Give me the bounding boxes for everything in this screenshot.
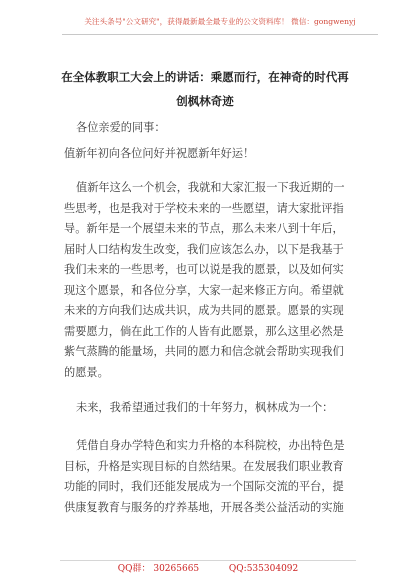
greeting-paragraph — [64, 118, 356, 139]
paragraph-line: 未来，我希望通过我们的十年努力，枫林成为一个： — [76, 401, 334, 414]
document-title-line-2: 创枫林奇迹 — [176, 94, 234, 108]
footer-qq-group: QQ群： 30265665 — [117, 564, 200, 574]
paragraph-line: 需要愿力，倘在此工作的人皆有此愿景，那么这里必然是 — [64, 324, 344, 338]
footer-bar — [60, 560, 356, 575]
paragraph-line: 我们未来的一些思考，也可以说是我的愿景，以及如何实 — [64, 263, 344, 276]
wishes-paragraph — [64, 144, 356, 165]
paragraph-line: 凭借自身办学特色和实力升格的本科院校，办出特色是 — [76, 439, 345, 452]
paragraph-line: 些思考，也是我对于学校未来的一些愿望，请大家批评指 — [64, 201, 344, 215]
body-paragraph-1 — [64, 178, 356, 383]
paragraph-line: 届时人口结构发生改变，我们应该怎么办，以下是我基于 — [64, 242, 344, 256]
paragraph-line: 功能的同时，我们还能发展成为一个国际交流的平台，提 — [64, 480, 344, 493]
paragraph-line: 紫气蒸腾的能量场，共同的愿力和信念就会帮助实现我们 — [64, 345, 344, 358]
header-banner: 关注头条号"公文研究"，获得最新最全最专业的公文资料库！ 微信：gongwenyj — [62, 10, 378, 35]
body-paragraph-3 — [64, 436, 356, 518]
paragraph-line: 目标，升格是实现目标的自然结果。在发展我们职业教育 — [64, 459, 344, 473]
footer-qq: QQ:535304092 — [228, 564, 299, 574]
paragraph-line: 值新年这么一个机会，我就和大家汇报一下我近期的一 — [76, 181, 345, 194]
document-title-line-1: 在全体教职工大会上的讲话：乘愿而行，在神奇的时代再 — [61, 70, 349, 84]
paragraph-line: 现这个愿景，和各位分享，大家一起来修正方向。希望就 — [64, 283, 344, 297]
paragraph-line: 未来的方向我们达成共识，成为共同的愿景。愿景的实现 — [64, 304, 344, 317]
paragraph-line: 导。新年是一个展望未来的节点，那么未来八到十年后， — [64, 222, 344, 235]
paragraph-line: 的愿景。 — [64, 365, 109, 379]
body-paragraph-2 — [64, 398, 356, 419]
wishes-text: 值新年初向各位问好并祝愿新年好运！ — [64, 147, 255, 160]
paragraph-line: 供康复教育与服务的疗养基地，开展各类公益活动的实施 — [64, 500, 344, 514]
greeting-text: 各位亲爱的同事： — [76, 121, 166, 134]
